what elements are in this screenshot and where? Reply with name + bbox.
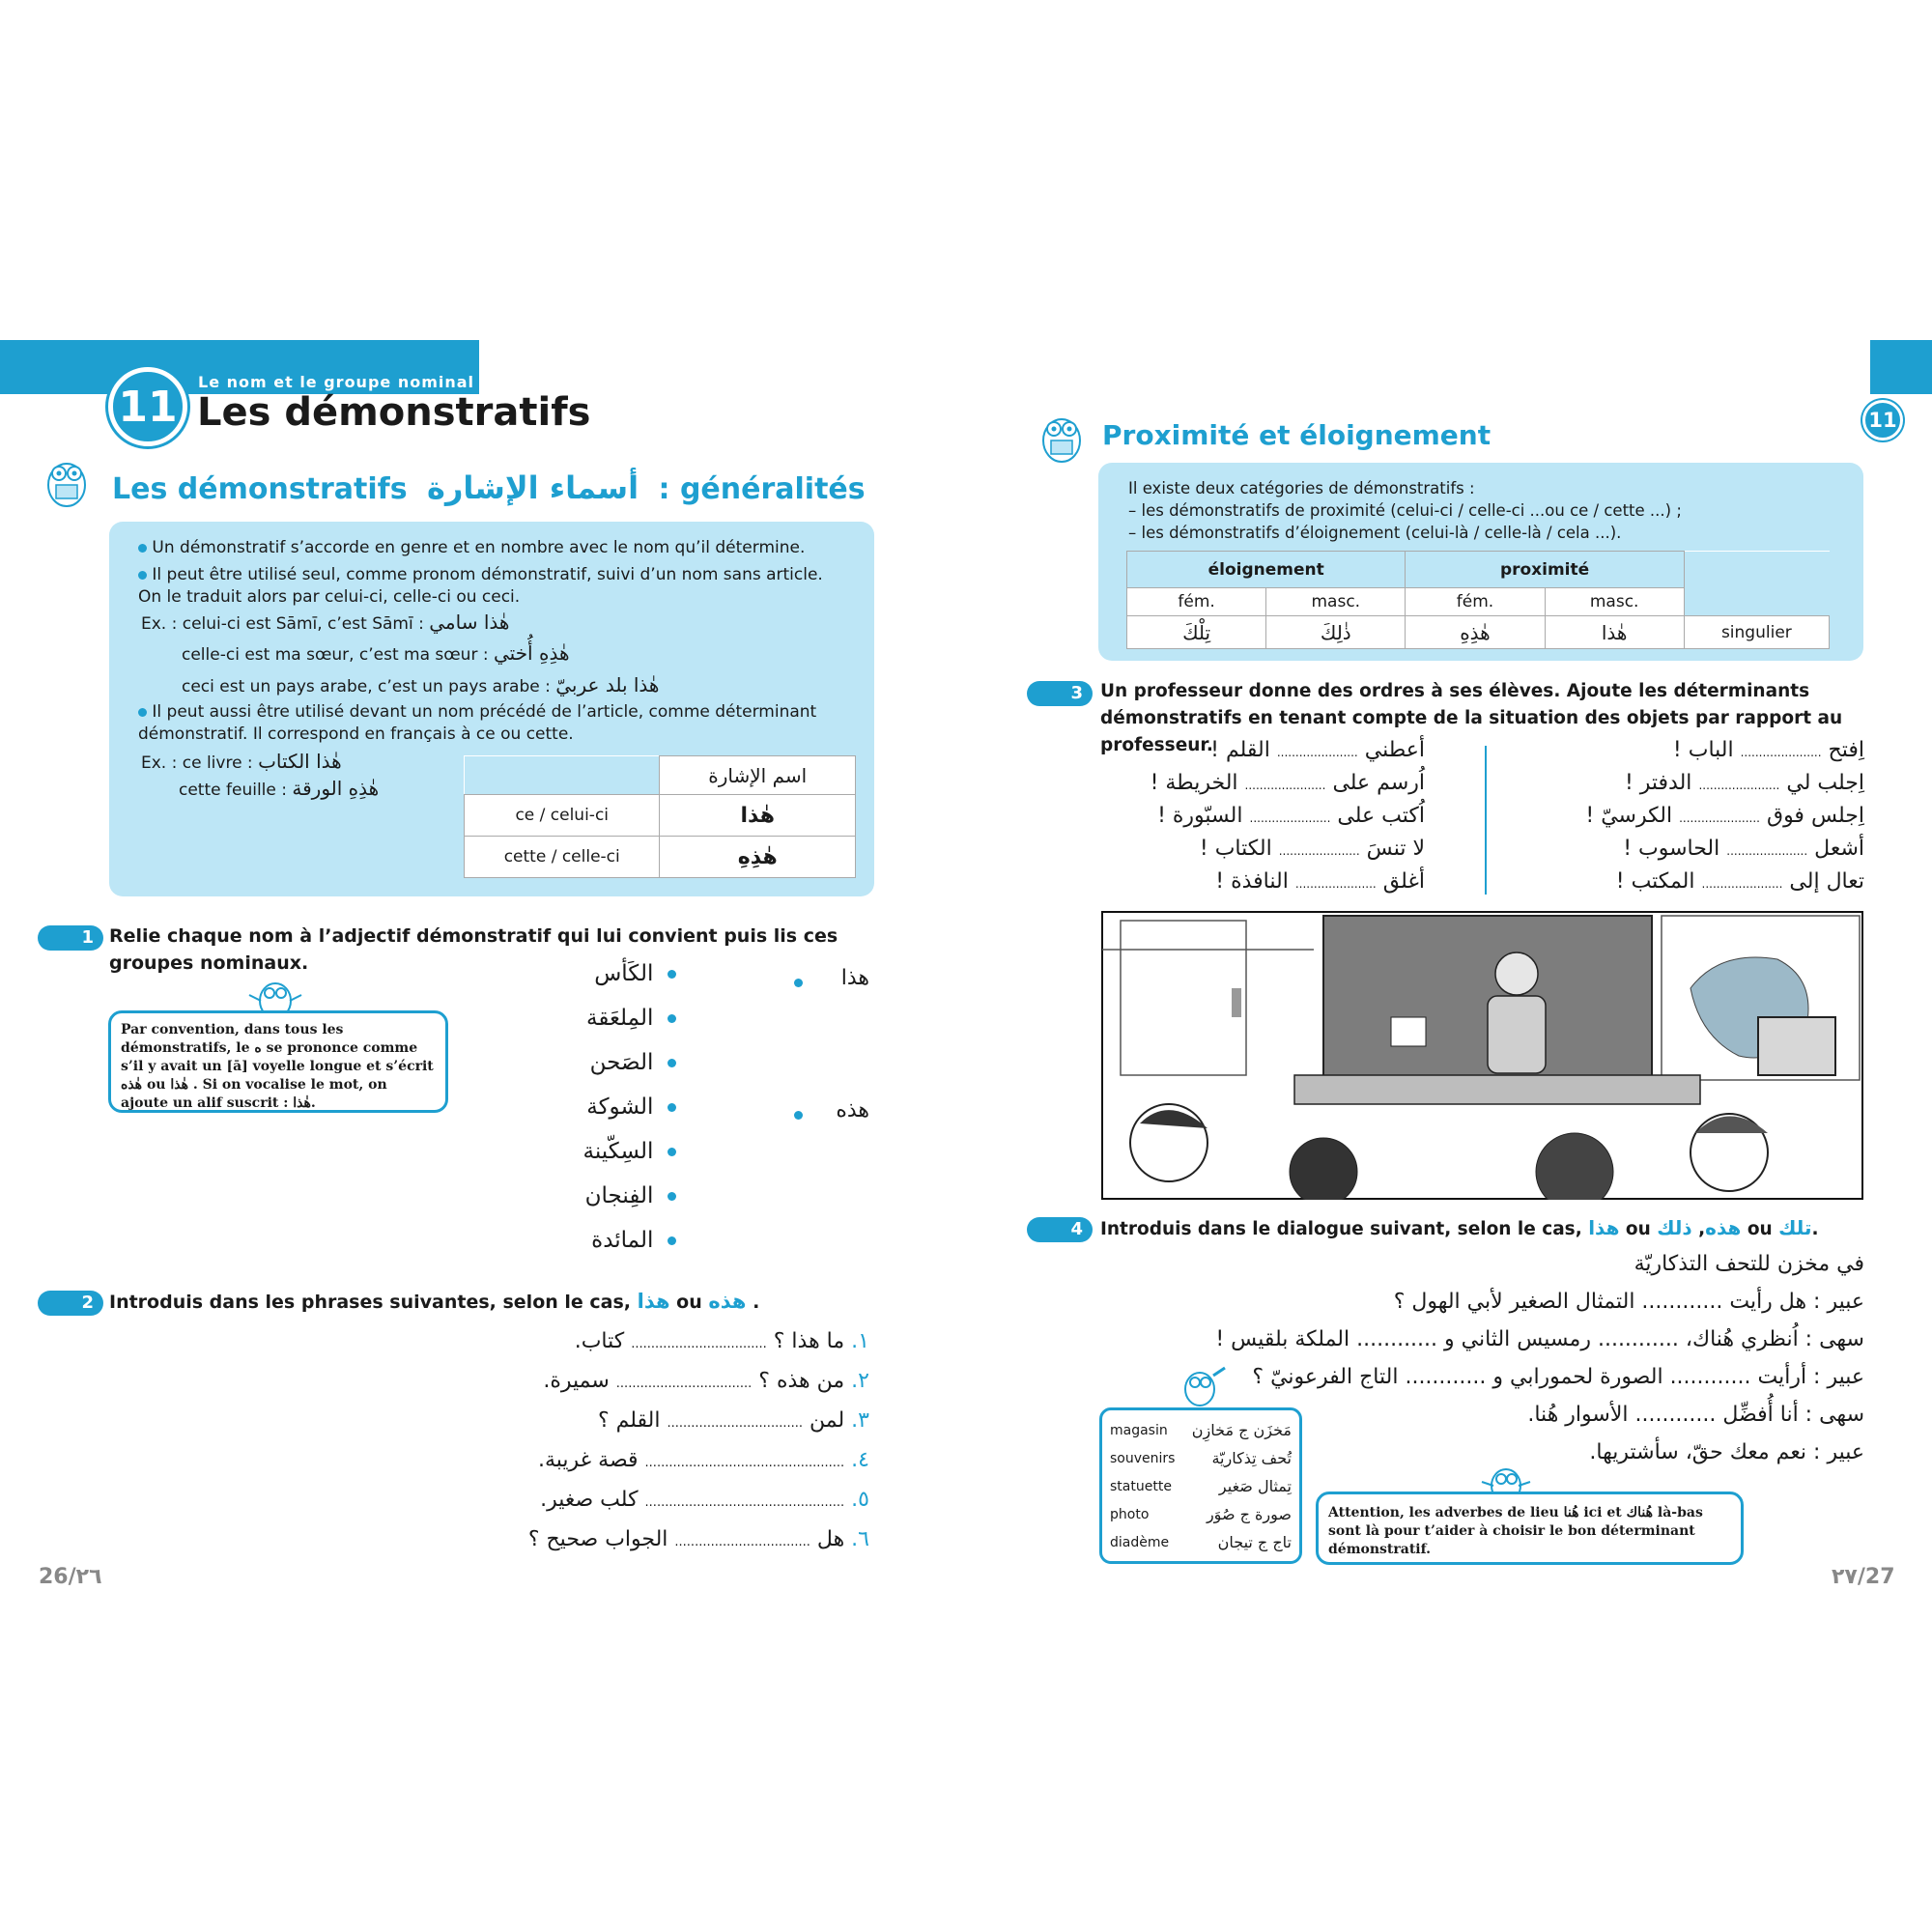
match-dot[interactable] bbox=[668, 1192, 676, 1201]
section-title: Proximité et éloignement bbox=[1102, 419, 1492, 451]
exercise-4-instruction: Introduis dans le dialogue suivant, selon le cas, هذا ou هذه, ذلك ou تلك. bbox=[1100, 1216, 1819, 1239]
order-row: لا تنسَ ...................... الكتاب ! bbox=[1199, 837, 1425, 861]
exercise-2-sentences bbox=[483, 1329, 869, 1567]
exercise-number: 2 bbox=[38, 1291, 103, 1316]
far-masc: ذٰلِكَ bbox=[1266, 616, 1406, 649]
example-3: ceci est un pays arabe, c’est un pays arabe : هٰذا بلد عربيّ bbox=[182, 673, 660, 696]
order-row: اُرسم على ...................... الخريطة ! bbox=[1150, 771, 1425, 795]
vocab-row: souvenirs تُحف تِذكاريّة bbox=[1110, 1449, 1292, 1467]
example-5: cette feuille : هٰذِهِ الورقة bbox=[179, 777, 380, 800]
match-dot[interactable] bbox=[794, 1111, 803, 1120]
page-number-right: ٢٧/27 bbox=[1832, 1565, 1895, 1589]
exercise-1-instruction: Relie chaque nom à l’adjectif démonstratif qui lui convient puis lis ces groupes nominaux. bbox=[109, 925, 838, 974]
sentence-row: ٣. لمن .................................. القلم ؟ bbox=[597, 1408, 869, 1433]
far-fem: تِلْكَ bbox=[1127, 616, 1266, 649]
order-row: أعطني ...................... القلم ! bbox=[1210, 738, 1425, 762]
col-fem: fém. bbox=[1127, 588, 1266, 616]
rule-2: Il peut être utilisé seul, comme pronom démonstratif, suivi d’un nom sans article. bbox=[138, 564, 863, 586]
exercise-number: 3 bbox=[1027, 681, 1093, 706]
col-fem: fém. bbox=[1406, 588, 1545, 616]
sentence-row: ٥. .................................................. كلب صغير. bbox=[540, 1488, 869, 1512]
match-dot[interactable] bbox=[668, 970, 676, 979]
generalities-text bbox=[138, 537, 863, 609]
owl-mascot-icon bbox=[1036, 410, 1088, 466]
dialogue-line: عبير : أرأيت ............ الصورة لحمورابي و ............ التاج الفرعونيّ ؟ bbox=[1252, 1365, 1864, 1389]
col-masc: masc. bbox=[1545, 588, 1684, 616]
dialogue bbox=[1215, 1252, 1864, 1478]
column-divider bbox=[1485, 746, 1487, 895]
page-number-left: 26/٢٦ bbox=[39, 1565, 102, 1589]
col-masc: masc. bbox=[1266, 588, 1406, 616]
chapter-subtitle: Le nom et le groupe nominal bbox=[198, 373, 475, 391]
order-row: اِجلس فوق ...................... الكرسيّ ! bbox=[1585, 804, 1864, 828]
exercise-3-instruction: Un professeur donne des ordres à ses élèves. Ajoute les déterminants démonstratifs en tenant compte de la situation des objets par rapport au professeur. bbox=[1100, 681, 1843, 755]
exercise-number: 4 bbox=[1027, 1217, 1093, 1242]
dialogue-line: سهى : أنا أُفضِّل ............ الأسوار هُنا. bbox=[1527, 1403, 1864, 1427]
rule-1: Un démonstratif s’accorde en genre et en nombre avec le nom qu’il détermine. bbox=[138, 537, 863, 559]
list-item: الكَأس bbox=[541, 961, 676, 1006]
near-fem: هٰذِهِ bbox=[1406, 616, 1545, 649]
adverbs-note: Attention, les adverbes de lieu هُنا ici et هُناك là-bas sont là pour t’aider à choisir le bon déterminant démonstratif. bbox=[1316, 1492, 1744, 1565]
match-dot[interactable] bbox=[668, 1059, 676, 1067]
exercise-3-left-column bbox=[1096, 738, 1425, 902]
dialogue-line: عبير : هل رأيت ............ التمثال الصغير لأبي الهول ؟ bbox=[1393, 1290, 1864, 1314]
demonstrative-hadha: هذا bbox=[840, 966, 869, 990]
table-cell-fr: ce / celui-ci bbox=[465, 795, 660, 837]
list-item: الصَحن bbox=[541, 1050, 676, 1094]
chapter-number-badge: 11 bbox=[1862, 400, 1903, 440]
order-row: اُكتب على ...................... السبّورة ! bbox=[1157, 804, 1425, 828]
section-title-suffix: : généralités bbox=[658, 472, 866, 506]
section-title-fr: Les démonstratifs bbox=[112, 472, 408, 506]
chapter-title: Les démonstratifs bbox=[197, 390, 591, 435]
example-2: celle-ci est ma sœur, c’est ma sœur : هٰذِهِ أُختي bbox=[182, 641, 570, 665]
demonstrative-hadhihi: هذه bbox=[836, 1098, 869, 1122]
example-4: Ex. : ce livre : هٰذا الكتاب bbox=[141, 750, 342, 773]
dialogue-line: في مخزن للتحف التذكاريّة bbox=[1634, 1252, 1864, 1276]
list-item: المِلعَقة bbox=[541, 1006, 676, 1050]
exercise-3-right-column bbox=[1497, 738, 1864, 902]
match-dot[interactable] bbox=[668, 1148, 676, 1156]
rule-3: Il peut aussi être utilisé devant un nom précédé de l’article, comme déterminant démonstratif. Il correspond en français à ce ou cette. bbox=[138, 702, 817, 744]
order-row: اِجلب لي ...................... الدفتر ! bbox=[1624, 771, 1864, 795]
vocab-row: statuette تِمثال صَغير bbox=[1110, 1477, 1292, 1495]
owl-mascot-icon bbox=[1171, 1364, 1229, 1408]
header-far: éloignement bbox=[1127, 552, 1406, 588]
exercise-2-instruction: Introduis dans les phrases suivantes, selon le cas, هذا ou هذه . bbox=[109, 1290, 760, 1313]
sentence-row: ٦. هل .................................. الجواب صحيح ؟ bbox=[527, 1527, 869, 1551]
sentence-row: ٤. .................................................. قصة غريبة. bbox=[537, 1448, 869, 1472]
example-1: Ex. : celui-ci est Sāmī, c’est Sāmī : هٰذا سامي bbox=[141, 611, 510, 634]
vocab-row: diadème تاج ج تيجان bbox=[1110, 1533, 1292, 1551]
rule-2-cont: On le traduit alors par celui-ci, celle-ci ou ceci. bbox=[138, 587, 521, 607]
chapter-banner bbox=[1870, 340, 1932, 394]
convention-note: Par convention, dans tous les démonstratifs, le ه se prononce comme s’il y avait un [ā] voyelle longue et s’écrit هٰذه ou هٰذا . Si on vocalise le mot, on ajoute un alif suscrit : هٰذا. bbox=[108, 1010, 448, 1113]
sentence-row: ١. ما هذا ؟ .................................. كتاب. bbox=[574, 1329, 869, 1353]
proximity-text: Il existe deux catégories de démonstratifs : – les démonstratifs de proximité (celui-ci / celle-ci ...ou ce / cette ...) ; – les démonstratifs d’éloignement (celui-là / celle-là / cela ...). bbox=[1128, 479, 1682, 542]
match-dot[interactable] bbox=[668, 1014, 676, 1023]
section-title-ar: أسماء الإشارة bbox=[427, 469, 639, 506]
bullet-icon bbox=[138, 571, 147, 580]
bullet-icon bbox=[138, 544, 147, 553]
vocab-row: magasin مَخزَن ج مَخازِن bbox=[1110, 1421, 1292, 1439]
order-row: اِفتح ...................... الباب ! bbox=[1672, 738, 1864, 762]
match-dot[interactable] bbox=[668, 1236, 676, 1245]
order-row: أغلق ...................... النافذة ! bbox=[1215, 869, 1425, 894]
match-dot[interactable] bbox=[668, 1103, 676, 1112]
header-near: proximité bbox=[1406, 552, 1684, 588]
row-singular: singulier bbox=[1684, 616, 1829, 649]
list-item: السِكّينة bbox=[541, 1139, 676, 1183]
table-header: اسم الإشارة bbox=[660, 756, 856, 795]
list-item: الفِنجان bbox=[541, 1183, 676, 1228]
vocab-row: photo صورة ج صُوَر bbox=[1110, 1505, 1292, 1523]
owl-mascot-icon bbox=[41, 454, 93, 510]
table-cell-ar: هٰذا bbox=[660, 795, 856, 837]
list-item: المائدة bbox=[541, 1228, 676, 1272]
bullet-icon bbox=[138, 708, 147, 717]
demonstrative-table bbox=[464, 755, 856, 878]
chapter-number-badge: 11 bbox=[108, 367, 187, 446]
match-dot[interactable] bbox=[794, 979, 803, 987]
dialogue-line: عبير : نعم معك حقّ، سأشتريها. bbox=[1589, 1440, 1864, 1464]
section-title bbox=[112, 469, 866, 506]
dialogue-line: سهى : اُنظري هُناك، ............ رمسيس الثاني و ............ الملكة بلقيس ! bbox=[1215, 1327, 1864, 1351]
sentence-row: ٢. من هذه ؟ .................................. سميرة. bbox=[543, 1369, 869, 1393]
classroom-illustration bbox=[1101, 911, 1863, 1200]
noun-list bbox=[541, 961, 676, 1272]
near-masc: هٰذا bbox=[1545, 616, 1684, 649]
table-cell-ar: هٰذِهِ bbox=[660, 837, 856, 878]
list-item: الشوكة bbox=[541, 1094, 676, 1139]
exercise-number: 1 bbox=[38, 925, 103, 951]
vocabulary-box bbox=[1099, 1407, 1302, 1564]
table-cell-fr: cette / celle-ci bbox=[465, 837, 660, 878]
order-row: تعال إلى ...................... المكتب ! bbox=[1615, 869, 1864, 894]
order-row: أشعل ...................... الحاسوب ! bbox=[1623, 837, 1864, 861]
proximity-table bbox=[1126, 551, 1830, 649]
